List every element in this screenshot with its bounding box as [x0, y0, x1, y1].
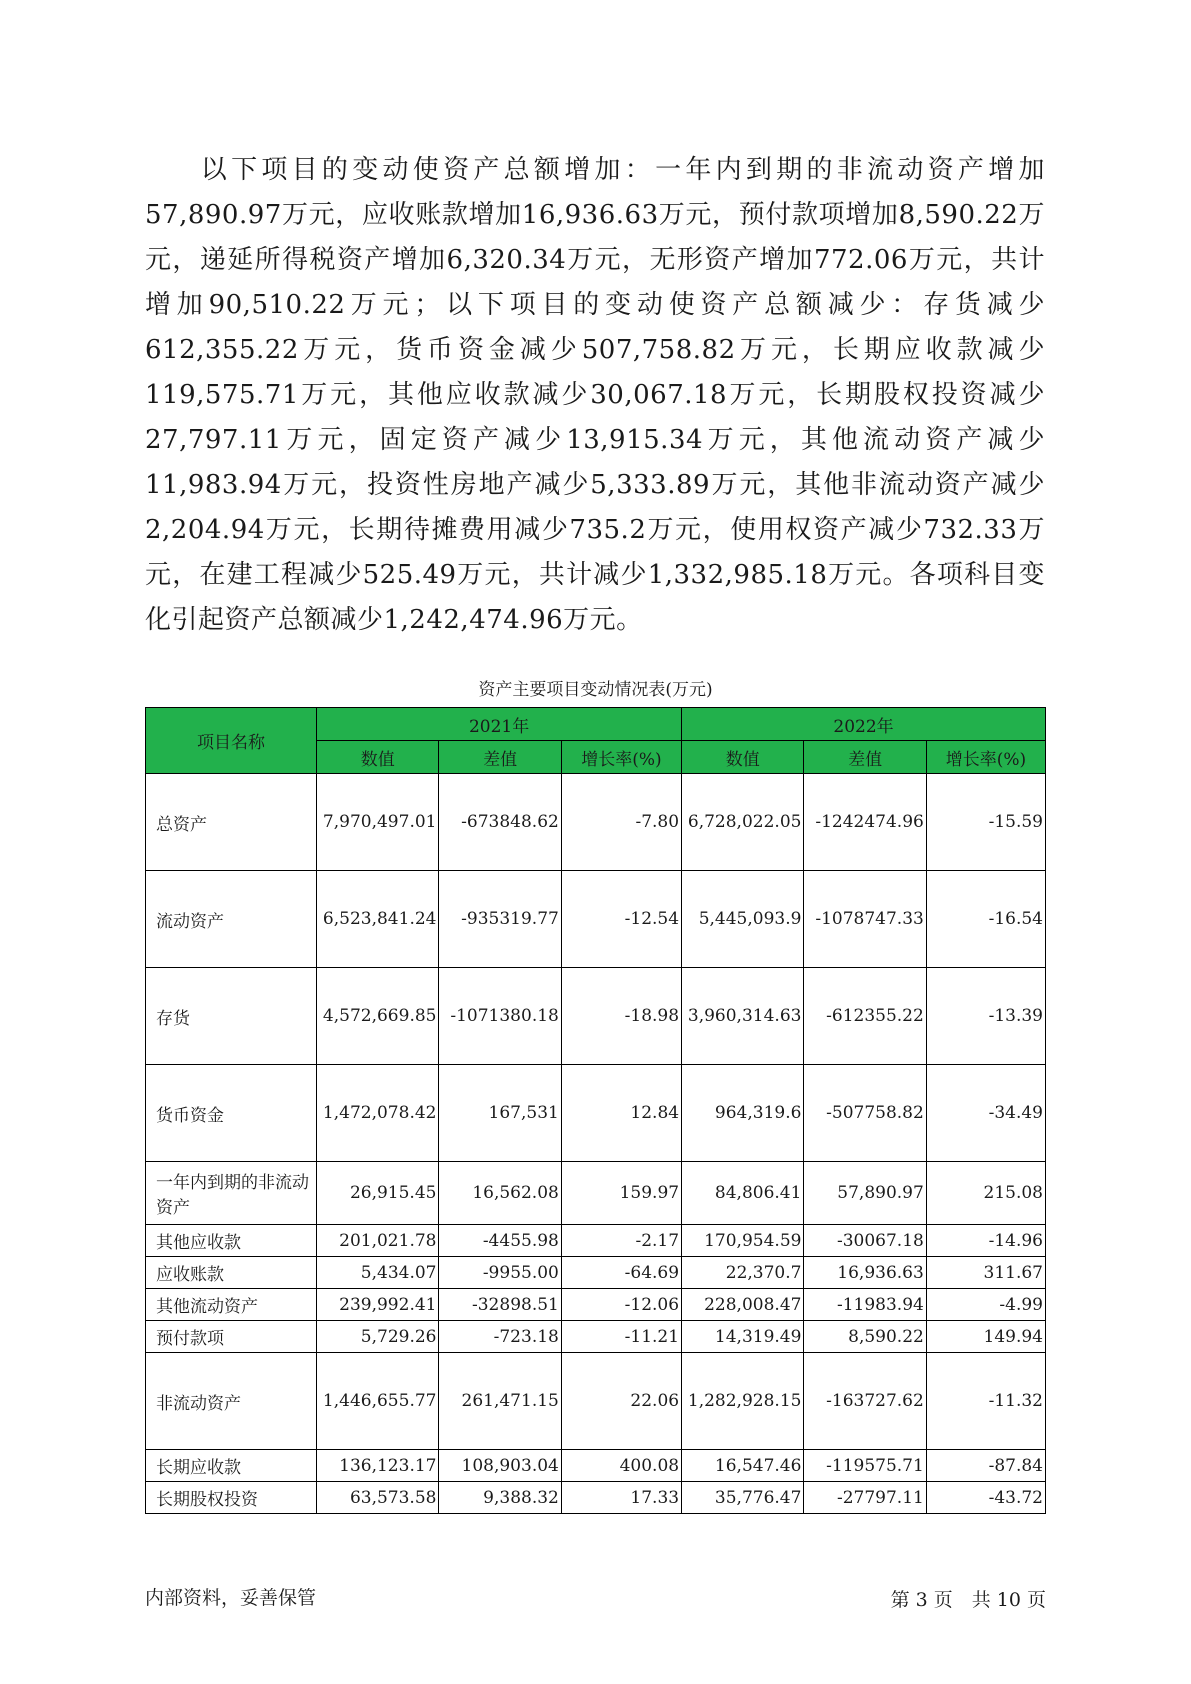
rate-2021-cell: 159.97 [561, 1162, 681, 1225]
value-2022-cell: 16,547.46 [682, 1450, 804, 1482]
rate-2022-cell: -14.96 [926, 1225, 1045, 1257]
footer-confidential-note: 内部资料，妥善保管 [145, 1587, 317, 1609]
table-row [146, 1257, 1046, 1289]
item-name-cell: 一年内到期的非流动资产 [146, 1162, 317, 1225]
rate-2021-cell: -2.17 [561, 1225, 681, 1257]
diff-2021-cell: -4455.98 [439, 1225, 561, 1257]
rate-2021-cell: -12.06 [561, 1289, 681, 1321]
footer-page-number: 第 3 页 共 10 页 [890, 1589, 1046, 1611]
rate-2021-cell: -64.69 [561, 1257, 681, 1289]
rate-2022-cell: 215.08 [926, 1162, 1045, 1225]
table-row [146, 774, 1046, 871]
value-2021-cell: 4,572,669.85 [317, 968, 439, 1065]
header-item-name: 项目名称 [146, 708, 317, 774]
header-year-2021: 2021年 [317, 708, 682, 741]
value-2022-cell: 170,954.59 [682, 1225, 804, 1257]
rate-2022-cell: -13.39 [926, 968, 1045, 1065]
table-row [146, 1450, 1046, 1482]
diff-2022-cell: 16,936.63 [804, 1257, 926, 1289]
value-2021-cell: 5,434.07 [317, 1257, 439, 1289]
diff-2022-cell: -1242474.96 [804, 774, 926, 871]
value-2022-cell: 964,319.6 [682, 1065, 804, 1162]
diff-2022-cell: -27797.11 [804, 1482, 926, 1514]
item-name-cell: 预付款项 [146, 1321, 317, 1353]
header-diff-2022: 差值 [804, 741, 926, 774]
diff-2021-cell: -1071380.18 [439, 968, 561, 1065]
diff-2022-cell: -1078747.33 [804, 871, 926, 968]
asset-change-table [145, 707, 1046, 1514]
diff-2022-cell: 8,590.22 [804, 1321, 926, 1353]
rate-2022-cell: -43.72 [926, 1482, 1045, 1514]
item-name-cell: 其他应收款 [146, 1225, 317, 1257]
rate-2021-cell: -18.98 [561, 968, 681, 1065]
diff-2021-cell: -673848.62 [439, 774, 561, 871]
rate-2022-cell: -11.32 [926, 1353, 1045, 1450]
item-name-cell: 存货 [146, 968, 317, 1065]
table-row [146, 1162, 1046, 1225]
value-2022-cell: 228,008.47 [682, 1289, 804, 1321]
value-2022-cell: 22,370.7 [682, 1257, 804, 1289]
value-2022-cell: 6,728,022.05 [682, 774, 804, 871]
diff-2021-cell: 167,531 [439, 1065, 561, 1162]
value-2021-cell: 26,915.45 [317, 1162, 439, 1225]
rate-2021-cell: 17.33 [561, 1482, 681, 1514]
rate-2021-cell: -11.21 [561, 1321, 681, 1353]
value-2021-cell: 7,970,497.01 [317, 774, 439, 871]
item-name-cell: 长期应收款 [146, 1450, 317, 1482]
table-row [146, 1321, 1046, 1353]
rate-2022-cell: -87.84 [926, 1450, 1045, 1482]
rate-2022-cell: -15.59 [926, 774, 1045, 871]
rate-2021-cell: 400.08 [561, 1450, 681, 1482]
header-rate-2022: 增长率(%) [926, 741, 1045, 774]
diff-2021-cell: -9955.00 [439, 1257, 561, 1289]
value-2022-cell: 14,319.49 [682, 1321, 804, 1353]
value-2021-cell: 239,992.41 [317, 1289, 439, 1321]
diff-2022-cell: -612355.22 [804, 968, 926, 1065]
diff-2021-cell: 9,388.32 [439, 1482, 561, 1514]
item-name-cell: 应收账款 [146, 1257, 317, 1289]
table-row [146, 871, 1046, 968]
diff-2022-cell: -507758.82 [804, 1065, 926, 1162]
diff-2022-cell: -30067.18 [804, 1225, 926, 1257]
header-value-2021: 数值 [317, 741, 439, 774]
value-2021-cell: 201,021.78 [317, 1225, 439, 1257]
rate-2022-cell: -16.54 [926, 871, 1045, 968]
value-2022-cell: 84,806.41 [682, 1162, 804, 1225]
diff-2021-cell: -935319.77 [439, 871, 561, 968]
rate-2021-cell: 22.06 [561, 1353, 681, 1450]
item-name-cell: 其他流动资产 [146, 1289, 317, 1321]
diff-2021-cell: 16,562.08 [439, 1162, 561, 1225]
value-2021-cell: 1,446,655.77 [317, 1353, 439, 1450]
diff-2021-cell: 261,471.15 [439, 1353, 561, 1450]
value-2021-cell: 6,523,841.24 [317, 871, 439, 968]
value-2021-cell: 1,472,078.42 [317, 1065, 439, 1162]
diff-2021-cell: -32898.51 [439, 1289, 561, 1321]
header-diff-2021: 差值 [439, 741, 561, 774]
value-2022-cell: 1,282,928.15 [682, 1353, 804, 1450]
rate-2021-cell: -12.54 [561, 871, 681, 968]
diff-2022-cell: -163727.62 [804, 1353, 926, 1450]
rate-2022-cell: 311.67 [926, 1257, 1045, 1289]
diff-2021-cell: -723.18 [439, 1321, 561, 1353]
value-2022-cell: 3,960,314.63 [682, 968, 804, 1065]
value-2021-cell: 5,729.26 [317, 1321, 439, 1353]
paragraph-text: 以下项目的变动使资产总额增加：一年内到期的非流动资产增加57,890.97万元，应收账款增加16,936.63万元，预付款项增加8,590.22万元，递延所得税资产增加6,320.34万元，无形资产增加772.06万元，共计增加90,510.22万元；以下项目的变动使资产总额减少：存货减少612,355.22万元，货币资金减少507,758.82万元，长期应收款减少119,575.71万元，其他应收款减少30,067.18万元，长期股权投资减少27,797.11万元，固定资产减少13,915.34万元，其他流动资产减少11,983.94万元，投资性房地产减少5,333.89万元，其他非流动资产减少2,204.94万元，长期待摊费用减少735.2万元，使用权资产减少732.33万元，在建工程减少525.49万元，共计减少1,332,985.18万元。各项科目变化引起资产总额减少1,242,474.96万元。 [145, 155, 1045, 635]
diff-2021-cell: 108,903.04 [439, 1450, 561, 1482]
rate-2021-cell: -7.80 [561, 774, 681, 871]
item-name-cell: 总资产 [146, 774, 317, 871]
item-name-cell: 非流动资产 [146, 1353, 317, 1450]
table-row [146, 1225, 1046, 1257]
value-2022-cell: 35,776.47 [682, 1482, 804, 1514]
table-row [146, 1065, 1046, 1162]
diff-2022-cell: -119575.71 [804, 1450, 926, 1482]
item-name-cell: 流动资产 [146, 871, 317, 968]
item-name-cell: 货币资金 [146, 1065, 317, 1162]
table-caption: 资产主要项目变动情况表(万元) [478, 680, 713, 700]
header-value-2022: 数值 [682, 741, 804, 774]
table-row [146, 1289, 1046, 1321]
value-2022-cell: 5,445,093.9 [682, 871, 804, 968]
table-row [146, 968, 1046, 1065]
table-row [146, 1353, 1046, 1450]
diff-2022-cell: 57,890.97 [804, 1162, 926, 1225]
table-body [146, 774, 1046, 1514]
rate-2022-cell: -34.49 [926, 1065, 1045, 1162]
header-year-2022: 2022年 [682, 708, 1046, 741]
rate-2022-cell: -4.99 [926, 1289, 1045, 1321]
table-row [146, 1482, 1046, 1514]
header-rate-2021: 增长率(%) [561, 741, 681, 774]
value-2021-cell: 63,573.58 [317, 1482, 439, 1514]
rate-2022-cell: 149.94 [926, 1321, 1045, 1353]
body-paragraph [145, 148, 1045, 643]
value-2021-cell: 136,123.17 [317, 1450, 439, 1482]
item-name-cell: 长期股权投资 [146, 1482, 317, 1514]
diff-2022-cell: -11983.94 [804, 1289, 926, 1321]
rate-2021-cell: 12.84 [561, 1065, 681, 1162]
